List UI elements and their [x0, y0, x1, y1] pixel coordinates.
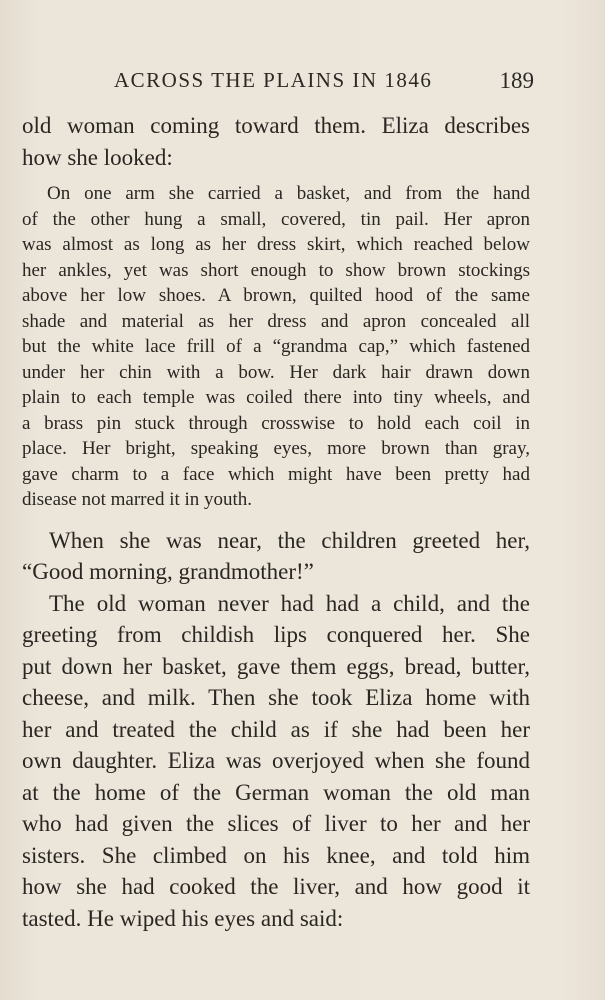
quote-line: gave charm to a face which might have been pretty had	[22, 463, 530, 485]
quote-line: her ankles, yet was short enough to show brown stockings	[22, 259, 530, 281]
paragraph	[22, 588, 530, 935]
text-line: tasted. He wiped his eyes and said:	[22, 905, 344, 931]
quote-line: of the other hung a small, covered, tin pail. Her apron	[22, 208, 530, 230]
text-line: The old woman never had had a child, and the	[49, 590, 530, 616]
running-title: ACROSS THE PLAINS IN 1846	[114, 68, 433, 92]
text-line: own daughter. Eliza was overjoyed when she found	[22, 748, 530, 773]
text-line: cheese, and milk. Then she took Eliza home with	[22, 685, 530, 710]
text-line: at the home of the German woman the old man	[22, 779, 530, 805]
paragraph	[22, 525, 530, 588]
quote-line: On one arm she carried a basket, and from the hand	[47, 183, 530, 204]
quote-line: plain to each temple was coiled there into tiny wheels, and	[22, 387, 530, 408]
page-number: 189	[499, 68, 534, 93]
text-line: her and treated the child as if she had been her	[22, 716, 530, 742]
quote-line: but the white lace frill of a “grandma cap,” which fastened	[22, 336, 530, 357]
text-line: greeting from childish lips conquered her. She	[22, 622, 530, 647]
text-line: old woman coming toward them. Eliza describes	[22, 113, 530, 138]
quote-line: shade and material as her dress and apron concealed all	[22, 310, 530, 332]
text-line: how she had cooked the liver, and how good it	[22, 874, 530, 899]
quote-line: a brass pin stuck through crosswise to hold each coil in	[22, 412, 530, 434]
quote-line: above her low shoes. A brown, quilted hood of the same	[22, 285, 530, 306]
quote-line: was almost as long as her dress skirt, which reached below	[22, 234, 530, 255]
text-line: sisters. She climbed on his knee, and told him	[22, 842, 530, 868]
text-line: put down her basket, gave them eggs, bread, butter,	[22, 653, 530, 679]
text-line: who had given the slices of liver to her and her	[22, 811, 530, 836]
page-header	[22, 66, 534, 100]
quote-line: under her chin with a bow. Her dark hair drawn down	[22, 361, 530, 383]
text-line: When she was near, the children greeted her,	[49, 527, 530, 553]
text-line: how she looked:	[22, 144, 173, 170]
block-quote	[22, 181, 530, 513]
quote-line: place. Her bright, speaking eyes, more brown than gray,	[22, 438, 530, 459]
page-body	[22, 110, 530, 934]
quote-line: disease not marred it in youth.	[22, 489, 253, 510]
text-line: “Good morning, grandmother!”	[22, 559, 314, 584]
